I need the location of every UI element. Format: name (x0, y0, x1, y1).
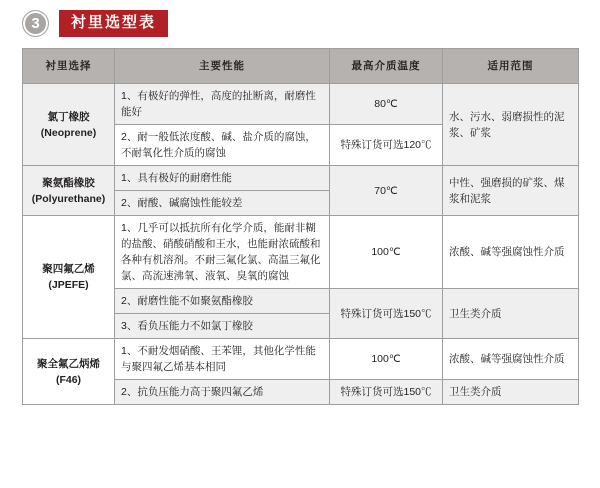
liner-cell-polyurethane (23, 166, 115, 216)
liner-cell-f46 (23, 339, 115, 405)
column-header-scope: 适用范围 (443, 49, 579, 84)
max-temp-cell: 100℃ (330, 216, 443, 289)
performance-cell: 1、有极好的弹性，高度的扯断离，耐磨性能好 (115, 84, 330, 125)
performance-cell: 2、抗负压能力高于聚四氟乙烯 (115, 380, 330, 405)
table-head (23, 49, 579, 84)
scope-cell: 卫生类介质 (443, 289, 579, 339)
scope-cell: 水、污水、弱磨损性的泥浆、矿浆 (443, 84, 579, 166)
column-header-liner: 衬里选择 (23, 49, 115, 84)
max-temp-cell: 80℃ (330, 84, 443, 125)
liner-cell-jpefe (23, 216, 115, 339)
liner-cell-neoprene (23, 84, 115, 166)
liner-name-en: (Neoprene) (40, 126, 97, 139)
max-temp-cell: 特殊订货可选150℃ (330, 289, 443, 339)
max-temp-cell: 特殊订货可选120℃ (330, 125, 443, 166)
liner-selection-table (22, 48, 579, 405)
performance-cell: 2、耐一般低浓度酸、碱、盐介质的腐蚀，不耐氧化性介质的腐蚀 (115, 125, 330, 166)
performance-cell: 1、具有极好的耐磨性能 (115, 166, 330, 191)
liner-selection-table-wrap (22, 48, 578, 405)
table-header-row (23, 49, 579, 84)
performance-cell: 2、耐磨性能不如聚氨酯橡胶 (115, 289, 330, 314)
scope-cell: 中性、强磨损的矿浆、煤浆和泥浆 (443, 166, 579, 216)
page-title: 衬里选型表 (59, 10, 168, 37)
liner-name-cn: 聚四氟乙烯 (42, 263, 95, 275)
max-temp-cell: 特殊订货可选150℃ (330, 380, 443, 405)
scope-cell: 卫生类介质 (443, 380, 579, 405)
table-row (23, 339, 579, 380)
scope-cell: 浓酸、碱等强腐蚀性介质 (443, 216, 579, 289)
liner-name-en: (F46) (55, 373, 82, 386)
max-temp-cell: 70℃ (330, 166, 443, 216)
liner-name-en: (JPEFE) (48, 279, 89, 291)
liner-name-cn: 聚全氟乙炳烯 (37, 357, 100, 370)
table-row (23, 216, 579, 289)
table-row (23, 166, 579, 191)
performance-cell: 2、耐酸、碱腐蚀性能较差 (115, 191, 330, 216)
column-header-max-temp: 最高介质温度 (330, 49, 443, 84)
column-header-performance: 主要性能 (115, 49, 330, 84)
table-body (23, 84, 579, 405)
performance-cell: 1、不耐发烟硝酸、王苯锂，其他化学性能与聚四氟乙烯基本相同 (115, 339, 330, 380)
section-header (22, 8, 168, 38)
liner-name-en: (Polyurethane) (31, 192, 106, 205)
max-temp-cell: 100℃ (330, 339, 443, 380)
section-number-badge: 3 (22, 10, 49, 37)
performance-cell: 1、几乎可以抵抗所有化学介质，能耐非糊的盐酸、硝酸硝酸和王水，也能耐浓硫酸和各种有机溶剂。不耐三氟化氯、高温三氟化氯、高流速沸氧、液氧、臭氧的腐蚀 (115, 216, 330, 289)
performance-cell: 3、看负压能力不如氯丁橡胶 (115, 314, 330, 339)
table-row (23, 84, 579, 125)
liner-name-cn: 聚氨酯橡胶 (42, 176, 95, 189)
scope-cell: 浓酸、碱等强腐蚀性介质 (443, 339, 579, 380)
liner-name-cn: 氯丁橡胶 (47, 110, 90, 123)
